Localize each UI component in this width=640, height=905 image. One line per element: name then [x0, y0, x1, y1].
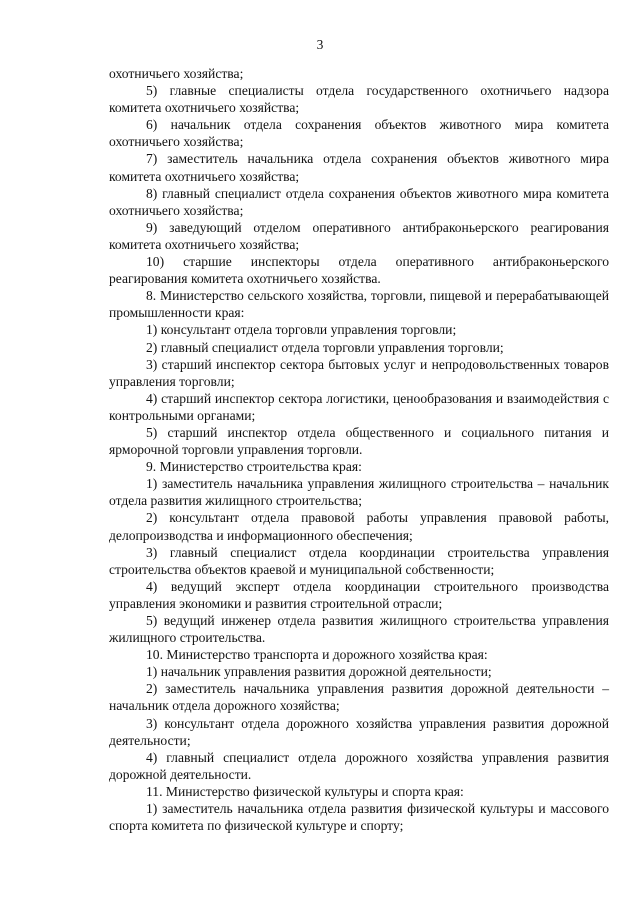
paragraph: 4) ведущий эксперт отдела координации строительного производства управления экономики и развития строительной отрасли; [109, 578, 609, 611]
paragraph: 2) консультант отдела правовой работы управления правовой работы, делопроизводства и информационного обеспечения; [109, 510, 609, 543]
paragraph: 10. Министерство транспорта и дорожного хозяйства края: [146, 647, 488, 663]
paragraph: 4) старший инспектор сектора логистики, ценообразования и взаимодействия с контрольными органами; [109, 390, 609, 423]
paragraph: 2) заместитель начальника управления развития дорожной деятельности – начальник отдела дорожного хозяйства; [109, 681, 609, 714]
paragraph: 5) старший инспектор отдела общественного и социального питания и ярморочной торговли управления торговли. [109, 424, 609, 458]
paragraph: 9) заведующий отделом оперативного антибраконьерского реагирования комитета охотничьего хозяйства; [109, 219, 609, 252]
paragraph: 10) старшие инспекторы отдела оперативного антибраконьерского реагирования комитета охотничьего хозяйства. [109, 254, 609, 287]
paragraph: 5) ведущий инженер отдела развития жилищного строительства управления жилищного строительства. [109, 613, 609, 646]
paragraph: 5) главные специалисты отдела государственного охотничьего надзора комитета охотничьего хозяйства; [109, 83, 609, 116]
paragraph: 11. Министерство физической культуры и спорта края: [146, 783, 464, 799]
page-number: 3 [316, 37, 324, 52]
paragraph: 8. Министерство сельского хозяйства, торговли, пищевой и перерабатывающей промышленности края: [109, 288, 609, 321]
paragraph: 1) начальник управления развития дорожной деятельности; [146, 664, 492, 680]
paragraph: 3) старший инспектор сектора бытовых услуг и непродовольственных товаров управления торговли; [109, 356, 609, 389]
paragraph: 1) заместитель начальника управления жилищного строительства – начальник отдела развития жилищного строительства; [109, 476, 609, 509]
paragraph: 9. Министерство строительства края: [146, 459, 362, 475]
paragraph: 3) консультант отдела дорожного хозяйства управления развития дорожной деятельности; [109, 715, 609, 748]
paragraph-continuation: охотничьего хозяйства; [109, 66, 244, 81]
paragraph: 1) заместитель начальника отдела развития физической культуры и массового спорта комитета по физической культуре и спорту; [109, 801, 609, 834]
paragraph: 1) консультант отдела торговли управления торговли; [146, 322, 457, 338]
paragraph: 2) главный специалист отдела торговли управления торговли; [146, 339, 504, 355]
paragraph: 7) заместитель начальника отдела сохранения объектов животного мира комитета охотничьего хозяйства; [109, 151, 609, 184]
paragraph: 6) начальник отдела сохранения объектов животного мира комитета охотничьего хозяйства; [109, 117, 609, 150]
paragraph: 4) главный специалист отдела дорожного хозяйства управления развития дорожной деятельности. [109, 749, 609, 782]
document-body [109, 65, 609, 834]
paragraph: 8) главный специалист отдела сохранения объектов животного мира комитета охотничьего хозяйства; [109, 185, 609, 218]
paragraph: 3) главный специалист отдела координации строительства управления строительства объектов краевой и муниципальной собственности; [109, 544, 609, 577]
